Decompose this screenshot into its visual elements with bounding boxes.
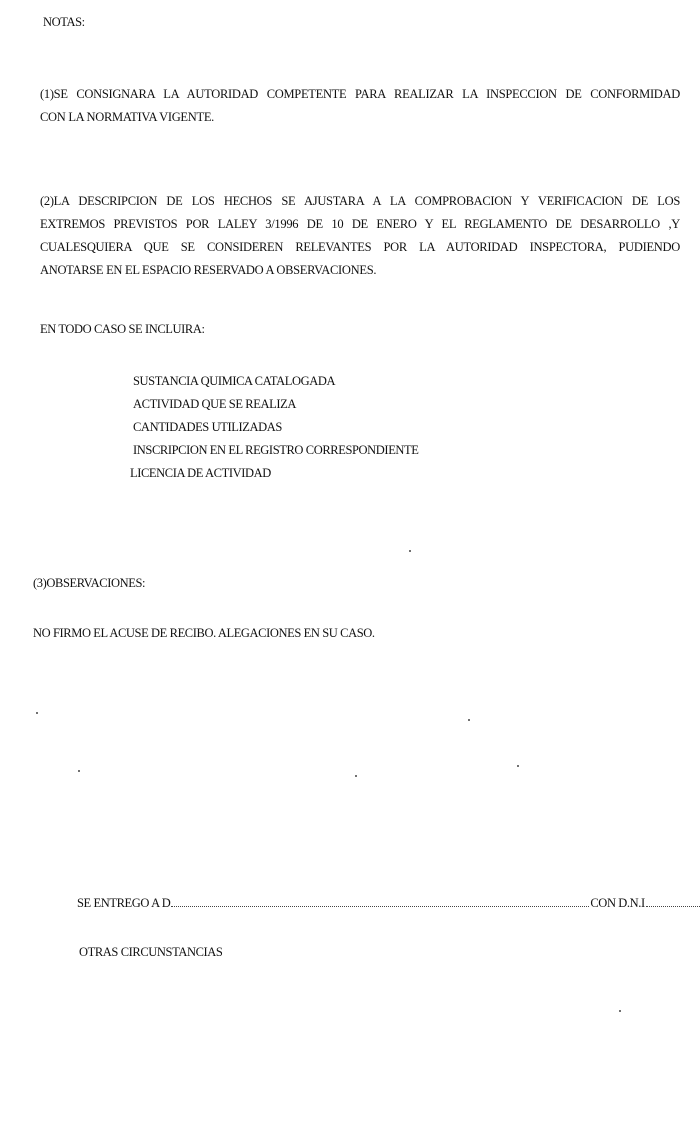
delivery-prefix: SE ENTREGO A D <box>77 896 171 910</box>
include-item: LICENCIA DE ACTIVIDAD <box>130 466 271 480</box>
note-1-line-1: (1)SE CONSIGNARA LA AUTORIDAD COMPETENTE PARA REALIZAR LA INSPECCION DE CONFORMIDAD <box>40 87 680 101</box>
note-2-line-3: CUALESQUIERA QUE SE CONSIDEREN RELEVANTES POR LA AUTORIDAD INSPECTORA, PUDIENDO <box>40 240 680 254</box>
note-1-line-2: CON LA NORMATIVA VIGENTE. <box>40 110 214 124</box>
note-2-line-4: ANOTARSE EN EL ESPACIO RESERVADO A OBSERVACIONES. <box>40 263 377 277</box>
include-item: ACTIVIDAD QUE SE REALIZA <box>133 397 296 411</box>
scan-speck <box>517 765 519 767</box>
include-heading: EN TODO CASO SE INCLUIRA: <box>40 322 205 336</box>
delivery-dni-label: CON D.N.I <box>590 896 645 910</box>
scan-speck <box>619 1010 621 1012</box>
note-2-line-2: EXTREMOS PREVISTOS POR LALEY 3/1996 DE 10 DE ENERO Y EL REGLAMENTO DE DESARROLLO ,Y <box>40 217 680 231</box>
other-circumstances: OTRAS CIRCUNSTANCIAS <box>79 945 223 959</box>
scan-speck <box>468 719 470 721</box>
note-1 <box>40 83 680 129</box>
observations-text: NO FIRMO EL ACUSE DE RECIBO. ALEGACIONES EN SU CASO. <box>33 626 375 640</box>
notes-heading: NOTAS: <box>43 15 85 29</box>
note-2 <box>40 190 680 282</box>
delivery-line <box>77 894 667 912</box>
include-item: SUSTANCIA QUIMICA CATALOGADA <box>133 374 336 388</box>
include-list <box>130 370 419 485</box>
scan-speck <box>409 550 411 552</box>
recipient-name-field <box>171 903 589 907</box>
scan-speck <box>78 770 80 772</box>
dni-field <box>646 903 700 907</box>
include-item: INSCRIPCION EN EL REGISTRO CORRESPONDIENTE <box>133 443 419 457</box>
note-2-line-1: (2)LA DESCRIPCION DE LOS HECHOS SE AJUSTARA A LA COMPROBACION Y VERIFICACION DE LOS <box>40 194 680 208</box>
include-item: CANTIDADES UTILIZADAS <box>133 420 282 434</box>
scan-speck <box>36 712 38 714</box>
scan-speck <box>355 775 357 777</box>
observations-heading: (3)OBSERVACIONES: <box>33 576 146 590</box>
